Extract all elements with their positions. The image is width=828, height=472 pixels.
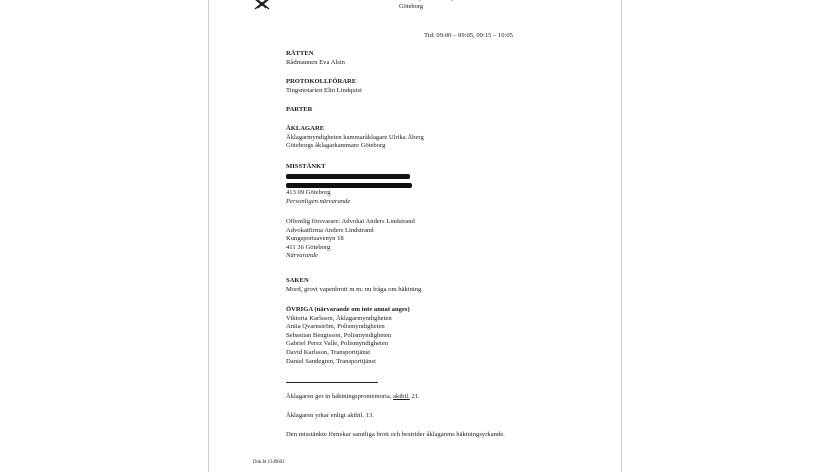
protokollforare-heading: PROTOKOLLFÖRARE (286, 78, 357, 85)
body-paragraph-2: Åklagaren yrkar enligt aktbil. 13. (286, 412, 374, 419)
ovriga-person: Anita Qvarnström, Polismyndigheten (286, 323, 385, 331)
misstankt-presence: Personligen närvarande (286, 197, 351, 205)
forsvarare-line-2: Advokatfirma Anders Lindstrand (286, 226, 374, 234)
forsvarare-line-3: Kungsportsavenyn 18 (286, 235, 344, 243)
header-city: Göteborg (399, 3, 424, 10)
session-time: Tid: 09:00 – 09:05, 09:15 – 10:05 (424, 32, 513, 39)
ovriga-person: Sebastian Bengtsson, Polismyndigheten (286, 331, 392, 339)
aklagare-heading: ÅKLAGARE (286, 125, 325, 132)
ratten-name: Rådmannen Eva Alsin (286, 58, 345, 66)
court-emblem-icon (253, 0, 271, 10)
ratten-heading: RÄTTEN (286, 50, 314, 57)
redaction-bar (286, 183, 412, 188)
forsvarare-line-1: Offentlig försvarare: Advokat Anders Lindstrand (286, 218, 415, 225)
aklagare-line-1: Åklagarmyndigheten kammaråklagare Ulrika Åberg (286, 133, 424, 141)
document-id: Dok.Id 1349603 (253, 460, 285, 465)
aklagare-line-2: Göteborgs åklagarkammare Göteborg (286, 142, 386, 150)
header-title-fragment (399, 0, 457, 2)
saken-heading: SAKEN (286, 277, 309, 284)
p1-prefix: Åklagaren ger in häktningspromemoria, (286, 393, 392, 400)
case-number (501, 0, 531, 2)
parter-heading: PARTER (286, 106, 313, 113)
ovriga-person: Gabriel Perez Valle, Polismyndigheten (286, 340, 389, 348)
ovriga-person: Daniel Sandegren, Transporttjänst (286, 357, 376, 365)
ovriga-person: Viktoria Karlsson, Åklagarmyndigheten (286, 314, 392, 322)
aktbil-reference: aktbil. (393, 393, 410, 400)
body-paragraph-3: Den misstänkte förnekar samtliga brott och bestrider åklagarens häktningsyrkande. (286, 431, 505, 438)
redaction-bar (286, 174, 410, 179)
misstankt-heading: MISSTÄNKT (286, 163, 326, 170)
forsvarare-line-4: 411 36 Göteborg (286, 243, 331, 251)
ovriga-heading: ÖVRIGA (närvarande om inte annat anges) (286, 306, 410, 313)
saken-text: Mord, grovt vapenbrott m m; nu fråga om häktning (286, 285, 422, 293)
body-paragraph-1 (286, 393, 420, 402)
misstankt-postal: 413 09 Göteborg (286, 189, 331, 196)
protokollforare-name: Tingsnotarien Elin Lindquist (286, 86, 362, 94)
forsvarare-presence: Närvarande (286, 252, 318, 260)
p1-suffix: 21. (411, 393, 420, 400)
ovriga-person: David Karlsson, Transporttjänst (286, 349, 371, 356)
document-page (208, 0, 622, 472)
section-divider (286, 382, 378, 383)
